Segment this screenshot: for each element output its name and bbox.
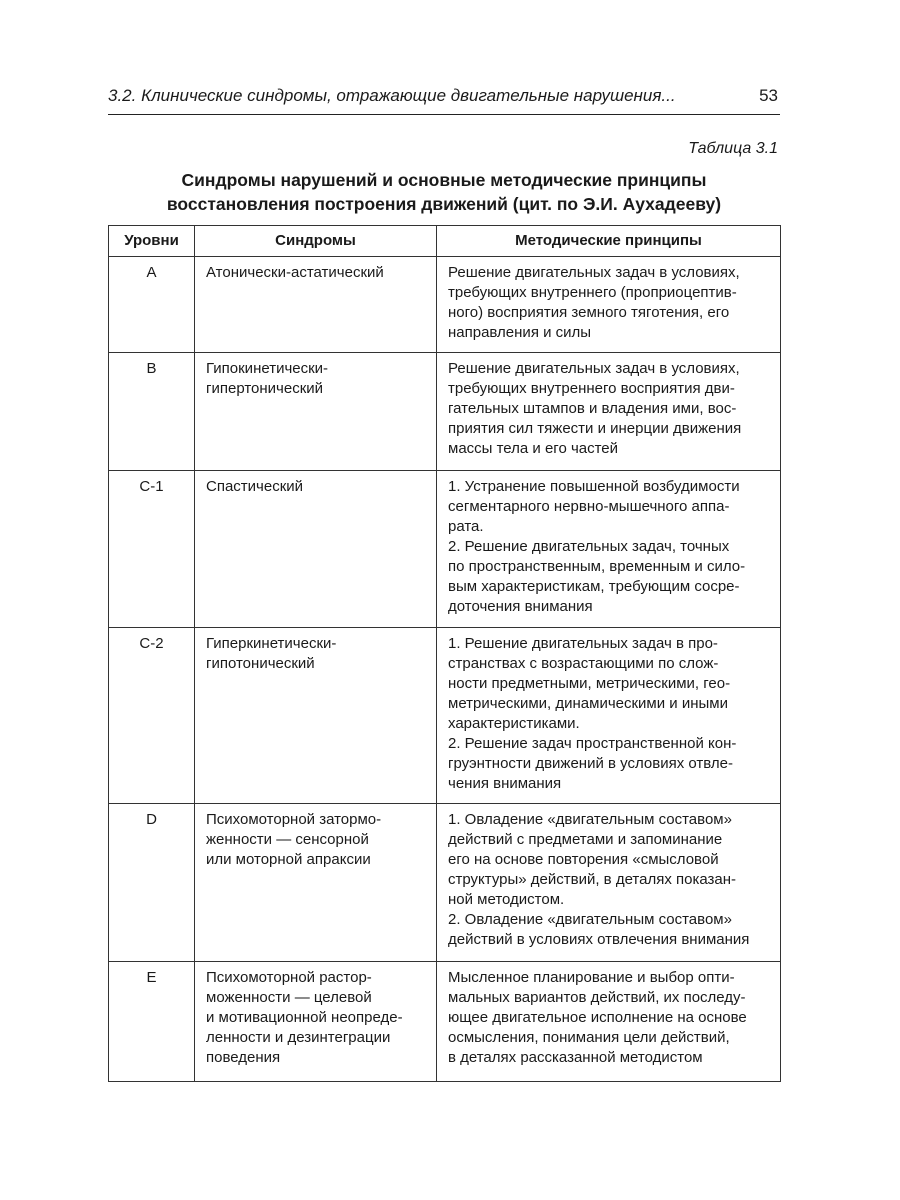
principle-line: 1. Решение двигательных задач в про- [448, 635, 718, 652]
principle-line: вым характеристикам, требующим сосре- [448, 578, 740, 595]
principle-line: действий с предметами и запоминание [448, 831, 723, 848]
syndrome-line: Психомоторной затормо- [206, 811, 382, 828]
syndrome-line: Атонически-астатический [206, 264, 384, 281]
row-level: E [109, 962, 195, 1082]
running-head-title: 3.2. Клинические синдромы, отражающие двигательные нарушения... [108, 86, 676, 105]
principle-line: требующих внутреннего (проприоцептив- [448, 284, 737, 301]
principle-line: Решение двигательных задач в условиях, [448, 360, 740, 377]
principle-line: странствах с возрастающими по слож- [448, 655, 719, 672]
row-level: C-1 [109, 471, 195, 628]
header-divider [108, 114, 780, 115]
principle-line: метрическими, динамическими и иными [448, 695, 728, 712]
principle-line: доточения внимания [448, 598, 593, 615]
principle-line: требующих внутреннего восприятия дви- [448, 380, 735, 397]
syndrome-line: поведения [206, 1049, 281, 1066]
row-principles [437, 628, 781, 804]
table-header-row [109, 226, 781, 257]
syndrome-line: гипертонический [206, 380, 324, 397]
table-number: Таблица 3.1 [688, 140, 778, 157]
table-title-line: восстановления построения движений (цит. по Э.И. Аухадееву) [166, 194, 722, 214]
row-syndrome [195, 353, 437, 471]
table-row [109, 257, 781, 353]
row-level: D [109, 804, 195, 962]
row-principles [437, 804, 781, 962]
row-syndrome [195, 471, 437, 628]
principle-line: сегментарного нервно-мышечного аппа- [448, 498, 730, 515]
table-row [109, 628, 781, 804]
table-row [109, 804, 781, 962]
table-row [109, 471, 781, 628]
syndrome-line: моженности — целевой [206, 989, 372, 1006]
row-principles [437, 471, 781, 628]
table-row [109, 962, 781, 1082]
column-header-syndromes: Синдромы [195, 226, 437, 257]
principle-line: ной методистом. [448, 891, 565, 908]
row-level: B [109, 353, 195, 471]
table-title [108, 168, 780, 216]
principle-line: 1. Устранение повышенной возбудимости [448, 478, 740, 495]
table-title-line: Синдромы нарушений и основные методические принципы [181, 170, 707, 190]
syndrome-line: женности — сенсорной [206, 831, 369, 848]
principle-line: структуры» действий, в деталях показан- [448, 871, 737, 888]
principle-line: гательных штампов и владения ими, вос- [448, 400, 737, 417]
principle-line: массы тела и его частей [448, 440, 619, 457]
row-syndrome [195, 257, 437, 353]
column-header-levels: Уровни [109, 226, 195, 257]
principle-line: направления и силы [448, 324, 592, 341]
syndrome-line: Спастический [206, 478, 304, 495]
table-row [109, 353, 781, 471]
syndrome-line: Психомоторной растор- [206, 969, 372, 986]
table-body [109, 257, 781, 1082]
principle-line: по пространственным, временным и сило- [448, 558, 746, 575]
principle-line: приятия сил тяжести и инерции движения [448, 420, 742, 437]
principle-line: 2. Овладение «двигательным составом» [448, 911, 732, 928]
row-principles [437, 257, 781, 353]
syndromes-table [108, 225, 781, 1082]
principle-line: 1. Овладение «двигательным составом» [448, 811, 732, 828]
principle-line: действий в условиях отвлечения внимания [448, 931, 750, 948]
row-level: C-2 [109, 628, 195, 804]
principle-line: характеристиками. [448, 715, 580, 732]
syndrome-line: ленности и дезинтеграции [206, 1029, 391, 1046]
page-number: 53 [759, 86, 778, 105]
syndrome-line: гипотонический [206, 655, 315, 672]
row-syndrome [195, 804, 437, 962]
principle-line: ющее двигательное исполнение на основе [448, 1009, 747, 1026]
principle-line: мальных вариантов действий, их последу- [448, 989, 746, 1006]
principle-line: ного) восприятия земного тяготения, его [448, 304, 730, 321]
row-syndrome [195, 628, 437, 804]
principle-line: 2. Решение двигательных задач, точных [448, 538, 730, 555]
principle-line: в деталях рассказанной методистом [448, 1049, 703, 1066]
principle-line: 2. Решение задач пространственной кон- [448, 735, 737, 752]
row-syndrome [195, 962, 437, 1082]
principle-line: груэнтности движений в условиях отвле- [448, 755, 733, 772]
row-principles [437, 353, 781, 471]
row-principles [437, 962, 781, 1082]
syndrome-line: и мотивационной неопреде- [206, 1009, 403, 1026]
principle-line: Решение двигательных задач в условиях, [448, 264, 740, 281]
syndrome-line: или моторной апраксии [206, 851, 371, 868]
syndrome-line: Гиперкинетически- [206, 635, 337, 652]
principle-line: рата. [448, 518, 484, 535]
principle-line: ности предметными, метрическими, гео- [448, 675, 731, 692]
principle-line: чения внимания [448, 775, 562, 792]
row-level: A [109, 257, 195, 353]
principle-line: осмысления, понимания цели действий, [448, 1029, 730, 1046]
syndrome-line: Гипокинетически- [206, 360, 329, 377]
principle-line: его на основе повторения «смысловой [448, 851, 719, 868]
column-header-principles: Методические принципы [437, 226, 781, 257]
principle-line: Мысленное планирование и выбор опти- [448, 969, 735, 986]
